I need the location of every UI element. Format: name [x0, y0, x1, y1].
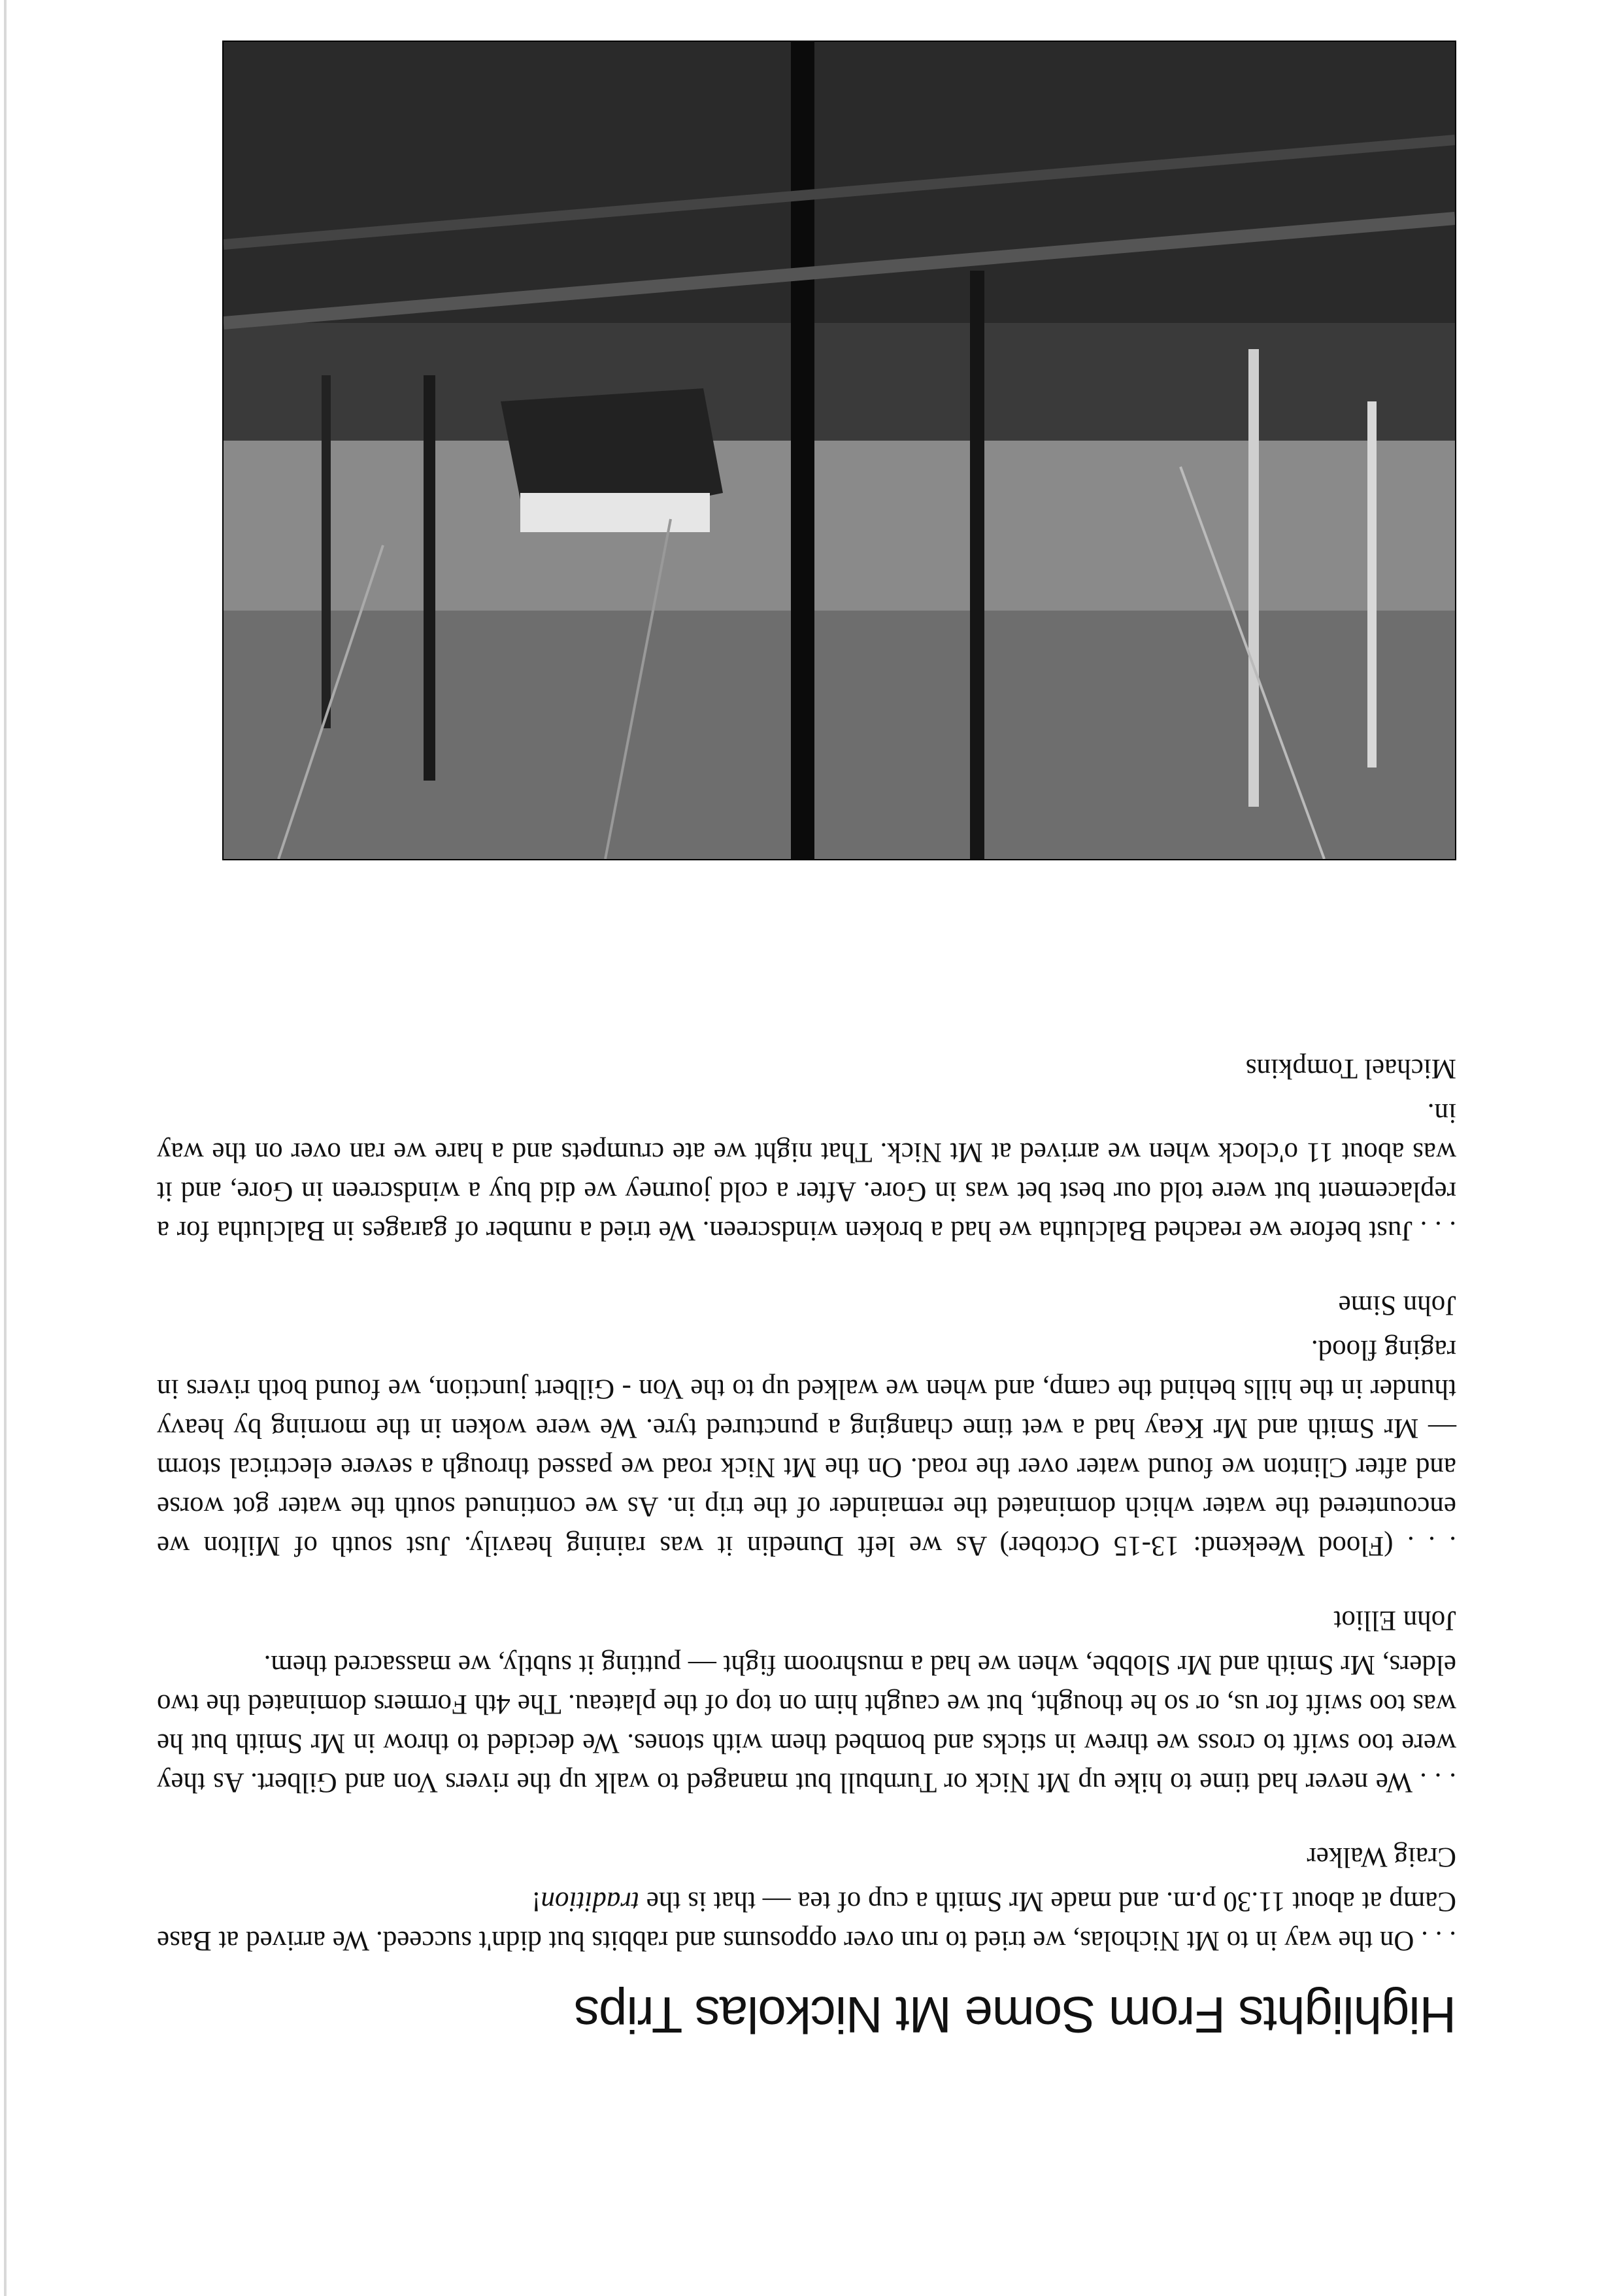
- entry-text: [157, 1882, 1456, 1960]
- entry-john-elliot: [157, 1600, 1456, 1802]
- entry-text: . . . (Flood Weekend: 13-15 October) As we left Dunedin it was raining heavily. Just south of Milton we encountered the water which dominated the remainder of the trip in. As we continued south the water got worse and after Clinton we found water over the road. On the Mt Nick road we passed through a severe electrical storm — Mr Smith and Mr Keay had a wet time changing a punctured tyre. We were woken in the morning by heavy thunder in the hills behind the camp, and when we walked up to the Von - Gilbert junction, we found both rivers in raging flood.: [157, 1334, 1456, 1562]
- entry-text: . . . Just before we reached Balclutha we had a broken windscreen. We tried a number of garages in Balclutha for a replacement but were told our best bet was in Gore. After a cold journey we did buy a windscreen in Gore, and it was about 11 o'clock when we arrived at Mt Nick. That night we ate crumpets and a hare we ran over on the way in.: [157, 1098, 1456, 1247]
- entry-michael-tompkins: [157, 1049, 1456, 1250]
- entry-john-sime: [157, 1285, 1456, 1565]
- entry-text-part: !: [531, 1886, 541, 1917]
- entry-author: Michael Tompkins: [1245, 1053, 1456, 1085]
- entry-author: John Elliot: [1333, 1605, 1456, 1636]
- article: [157, 1013, 1456, 2042]
- entry-author: Craig Walker: [1307, 1842, 1456, 1873]
- entry-author: John Sime: [1338, 1290, 1456, 1321]
- entry-emphasis: tradition: [541, 1886, 640, 1917]
- entry-text: . . . We never had time to hike up Mt Nick or Turnbull but managed to walk up the rivers Von and Gilbert. As they were too swift to cross we threw in sticks and bombed them with stones. We decided to throw in Mr Smith but he was too swift for us, or so he thought, but we caught him on top of the plateau. The 4th Formers dominated the two elders, Mr Smith and Mr Slobbe, when we had a mushroom fight — putting it subtly, we massacred them.: [157, 1649, 1456, 1798]
- entry-craig-walker: [157, 1837, 1456, 1960]
- page-title: Highlights From Some Mt Nickolas Trips: [574, 1986, 1456, 2044]
- entry-text-part: . . . On the way in to Mt Nicholas, we tried to run over opposums and rabbits but didn't succeed. We arrived at Base Camp at about 11.30 p.m. and made Mr Smith a cup of tea — that is the: [157, 1886, 1456, 1957]
- photo-illustration: [224, 42, 1455, 859]
- forest-hut-photo: [222, 41, 1456, 860]
